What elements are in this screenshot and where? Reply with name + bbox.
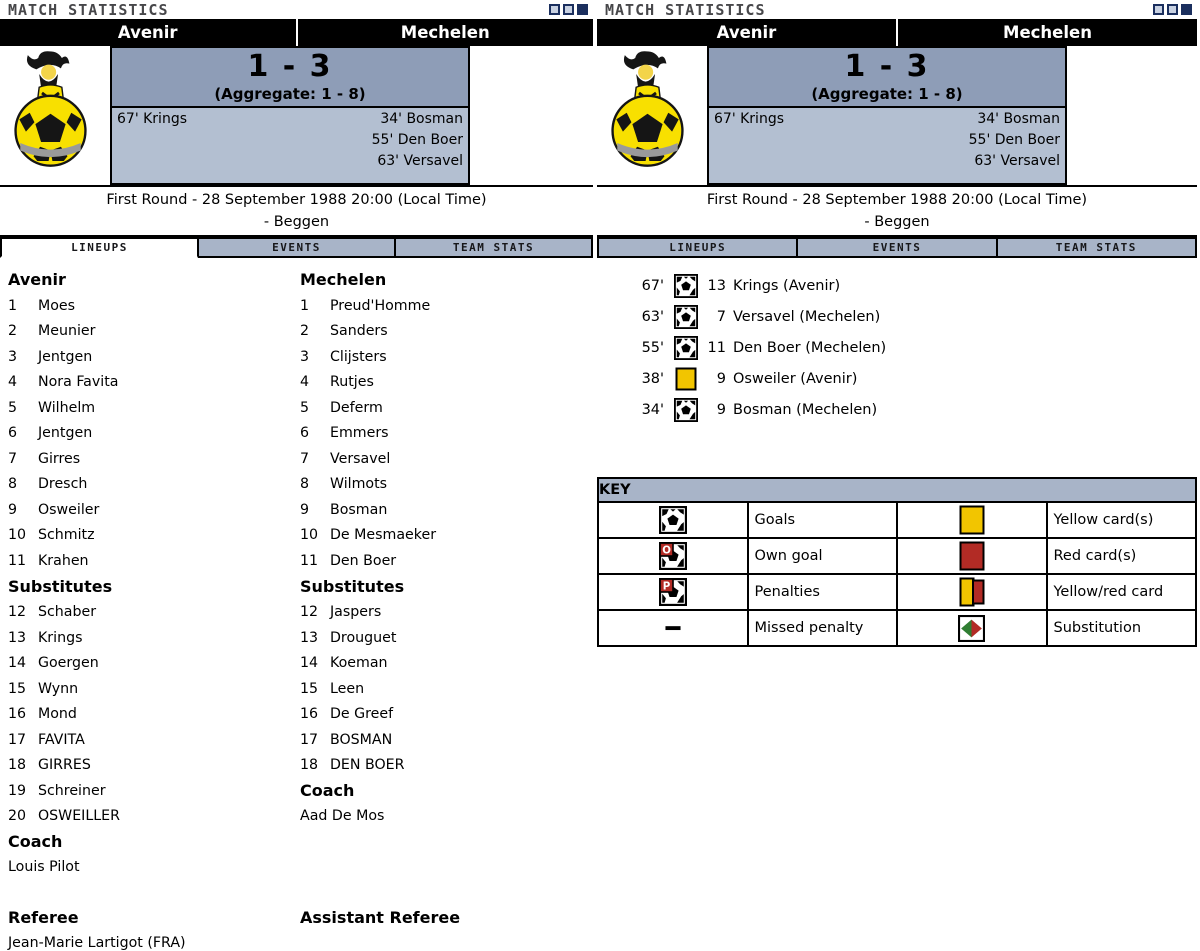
player-number: 9 <box>8 501 18 518</box>
player-number: 15 <box>8 680 27 697</box>
event-row <box>597 363 1197 394</box>
penalty-icon <box>598 574 748 610</box>
match-info <box>597 187 1197 237</box>
event-row <box>597 394 1197 425</box>
home-coach-name: Louis Pilot <box>8 859 80 875</box>
home-starters-list <box>8 293 300 574</box>
player-row <box>8 702 300 728</box>
player-number: 11 <box>8 552 27 569</box>
yellow-card-icon <box>897 502 1047 538</box>
player-number: 4 <box>300 374 310 391</box>
key-label: Goals <box>748 502 898 538</box>
home-team-name: Avenir <box>716 23 777 42</box>
player-name: Sanders <box>330 323 388 340</box>
player-number: 16 <box>8 706 27 723</box>
player-name: BOSMAN <box>330 731 393 748</box>
player-name: Girres <box>38 450 81 467</box>
player-name: Krahen <box>38 552 89 569</box>
player-name: Jaspers <box>330 604 382 621</box>
event-minute: 38' <box>641 370 664 387</box>
player-number: 12 <box>300 604 319 621</box>
event-row <box>597 301 1197 332</box>
home-team-name: Avenir <box>117 23 178 42</box>
player-row <box>8 778 300 804</box>
square-icon <box>1153 4 1164 15</box>
player-row <box>8 804 300 830</box>
player-row <box>8 370 300 396</box>
tab-bar <box>597 237 1197 258</box>
event-player-number: 11 <box>707 339 726 356</box>
tab-team-stats[interactable]: TEAM STATS <box>395 237 593 258</box>
player-row <box>300 625 593 651</box>
player-name: Osweiler <box>38 501 100 518</box>
player-number: 18 <box>300 757 319 774</box>
key-label: Red card(s) <box>1047 538 1197 574</box>
home-scorers: 67' Krings <box>714 111 784 127</box>
event-minute: 34' <box>641 401 664 418</box>
score-box <box>707 46 1067 185</box>
svg-text:P: P <box>662 581 671 593</box>
player-number: 2 <box>300 323 310 340</box>
player-number: 1 <box>300 297 310 314</box>
event-minute: 55' <box>641 339 664 356</box>
player-name: Drouguet <box>330 629 397 646</box>
away-coach-heading: Coach <box>300 781 355 800</box>
venue-line: - Beggen <box>864 214 930 230</box>
goal-icon <box>673 335 698 360</box>
lineups-content <box>0 258 593 951</box>
event-player-name: Den Boer (Mechelen) <box>733 339 887 356</box>
player-name: Schreiner <box>38 782 106 799</box>
player-number: 7 <box>8 450 18 467</box>
match-panel-events <box>597 0 1197 951</box>
scorers-box <box>709 108 1065 183</box>
page-title: MATCH STATISTICS <box>8 0 169 19</box>
away-scorer: 55' Den Boer <box>371 132 463 148</box>
score-section <box>0 46 593 187</box>
title-bar <box>597 0 1197 19</box>
player-number: 15 <box>300 680 319 697</box>
home-scorers: 67' Krings <box>117 111 187 127</box>
home-team-heading: Avenir <box>8 270 66 289</box>
player-number: 9 <box>300 501 310 518</box>
aggregate-score: (Aggregate: 1 - 8) <box>214 85 366 103</box>
goal-icon <box>673 273 698 298</box>
player-row <box>300 600 593 626</box>
player-number: 3 <box>300 348 310 365</box>
missed-penalty-icon <box>598 610 748 646</box>
player-name: Wilmots <box>330 476 388 493</box>
player-number: 8 <box>300 476 310 493</box>
player-name: Nora Favita <box>38 374 119 391</box>
round-date-line: First Round - 28 September 1988 20:00 (Local Time) <box>706 192 1088 208</box>
page-title: MATCH STATISTICS <box>605 0 766 19</box>
away-scorers <box>969 109 1060 182</box>
yellow-red-card-icon <box>897 574 1047 610</box>
player-name: Wynn <box>38 680 79 697</box>
player-name: Leen <box>330 680 365 697</box>
red-card-icon <box>897 538 1047 574</box>
key-label: Missed penalty <box>748 610 898 646</box>
player-row <box>300 497 593 523</box>
player-row <box>8 727 300 753</box>
player-number: 14 <box>8 655 27 672</box>
player-row <box>8 319 300 345</box>
tab-lineups[interactable]: LINEUPS <box>597 237 797 258</box>
player-name: Koeman <box>330 655 388 672</box>
player-row <box>300 472 593 498</box>
goal-icon <box>598 502 748 538</box>
away-subs-heading: Substitutes <box>300 576 405 596</box>
key-row <box>598 538 1196 574</box>
player-row <box>8 446 300 472</box>
player-number: 12 <box>8 604 27 621</box>
player-number: 14 <box>300 655 319 672</box>
player-row <box>300 370 593 396</box>
player-name: OSWEILLER <box>38 808 120 825</box>
player-row <box>300 702 593 728</box>
player-number: 5 <box>8 399 18 416</box>
event-player-number: 9 <box>716 370 726 387</box>
player-name: Wilhelm <box>38 399 96 416</box>
player-number: 1 <box>8 297 18 314</box>
player-name: De Greef <box>330 706 394 723</box>
player-number: 17 <box>300 731 319 748</box>
score: 1 - 3 <box>844 49 930 84</box>
score-top <box>709 48 1065 108</box>
player-number: 8 <box>8 476 18 493</box>
player-row <box>8 344 300 370</box>
player-name: Jentgen <box>38 425 93 442</box>
home-subs-heading: Substitutes <box>8 576 113 596</box>
square-icon <box>1167 4 1178 15</box>
player-name: Mond <box>38 706 77 723</box>
player-number: 17 <box>8 731 27 748</box>
away-scorer: 55' Den Boer <box>968 132 1060 148</box>
tab-team-stats[interactable]: TEAM STATS <box>997 237 1197 258</box>
away-scorers <box>372 109 463 182</box>
event-player-name: Osweiler (Avenir) <box>733 370 858 387</box>
tab-events[interactable]: EVENTS <box>797 237 996 258</box>
player-row <box>8 625 300 651</box>
player-row <box>8 523 300 549</box>
player-row <box>300 395 593 421</box>
event-player-number: 9 <box>716 401 726 418</box>
event-player-name: Versavel (Mechelen) <box>733 308 881 325</box>
club-crest-jester-logo <box>605 49 690 169</box>
tab-bar <box>0 237 593 258</box>
away-scorer: 63' Versavel <box>974 153 1060 169</box>
player-name: Moes <box>38 297 76 314</box>
player-number: 11 <box>300 552 319 569</box>
player-number: 7 <box>300 450 310 467</box>
club-crest-jester-logo <box>8 49 93 169</box>
player-name: De Mesmaeker <box>330 527 437 544</box>
player-number: 18 <box>8 757 27 774</box>
player-row <box>8 472 300 498</box>
square-icon <box>563 4 574 15</box>
player-name: Schaber <box>38 604 97 621</box>
player-row <box>300 727 593 753</box>
player-name: Clijsters <box>330 348 387 365</box>
key-label: Yellow/red card <box>1047 574 1197 610</box>
player-name: Rutjes <box>330 374 374 391</box>
player-row <box>8 421 300 447</box>
player-number: 19 <box>8 782 27 799</box>
home-subs-list <box>8 600 300 830</box>
referee-heading: Referee <box>8 907 79 927</box>
score-section <box>597 46 1197 187</box>
svg-text:O: O <box>661 545 671 557</box>
player-row <box>8 395 300 421</box>
key-label: Own goal <box>748 538 898 574</box>
player-name: Krings <box>38 629 83 646</box>
player-name: Bosman <box>330 501 388 518</box>
event-player-name: Krings (Avenir) <box>733 277 841 294</box>
round-date-line: First Round - 28 September 1988 20:00 (Local Time) <box>106 192 487 208</box>
player-row <box>300 676 593 702</box>
window-squares <box>549 4 588 15</box>
player-row <box>300 446 593 472</box>
away-scorer: 34' Bosman <box>380 111 463 127</box>
away-lineup-column <box>300 267 593 881</box>
player-number: 5 <box>300 399 310 416</box>
player-name: GIRRES <box>38 757 91 774</box>
player-name: Goergen <box>38 655 99 672</box>
player-name: Preud'Homme <box>330 297 431 314</box>
player-row <box>8 600 300 626</box>
score-box <box>110 46 470 185</box>
score-top <box>112 48 468 108</box>
player-row <box>8 293 300 319</box>
venue-line: - Beggen <box>263 214 330 230</box>
window-squares <box>1153 4 1192 15</box>
player-number: 20 <box>8 808 27 825</box>
scorers-box <box>112 108 468 183</box>
player-number: 3 <box>8 348 18 365</box>
away-team-heading: Mechelen <box>300 270 387 289</box>
event-player-name: Bosman (Mechelen) <box>733 401 878 418</box>
player-row <box>8 651 300 677</box>
assistant-referee-heading: Assistant Referee <box>300 907 461 927</box>
away-subs-list <box>300 600 593 779</box>
event-minute: 67' <box>641 277 664 294</box>
event-player-number: 13 <box>707 277 726 294</box>
away-team-name: Mechelen <box>296 19 594 46</box>
referee-block <box>8 905 300 951</box>
player-name: Dresch <box>38 476 88 493</box>
substitution-icon <box>897 610 1047 646</box>
key-label: Yellow card(s) <box>1047 502 1197 538</box>
player-name: Emmers <box>330 425 389 442</box>
key-legend-table <box>597 477 1197 647</box>
player-number: 13 <box>300 629 319 646</box>
player-number: 13 <box>8 629 27 646</box>
team-bar <box>597 19 1197 46</box>
player-name: DEN BOER <box>330 757 405 774</box>
player-number: 10 <box>8 527 27 544</box>
player-row <box>300 293 593 319</box>
goal-icon <box>673 304 698 329</box>
match-info <box>0 187 593 237</box>
player-row <box>8 548 300 574</box>
own-goal-icon <box>598 538 748 574</box>
tab-lineups[interactable]: LINEUPS <box>0 237 198 258</box>
player-name: Den Boer <box>330 552 397 569</box>
player-row <box>8 676 300 702</box>
key-heading: KEY <box>598 478 1196 502</box>
event-player-number: 7 <box>716 308 726 325</box>
player-row <box>8 753 300 779</box>
player-name: Deferm <box>330 399 383 416</box>
home-lineup-column <box>8 267 300 881</box>
player-row <box>300 344 593 370</box>
key-row <box>598 502 1196 538</box>
event-minute: 63' <box>641 308 664 325</box>
player-row <box>300 651 593 677</box>
player-name: FAVITA <box>38 731 85 748</box>
player-name: Jentgen <box>38 348 93 365</box>
player-number: 6 <box>8 425 18 442</box>
referee-name: Jean-Marie Lartigot (FRA) <box>8 934 186 951</box>
player-name: Meunier <box>38 323 96 340</box>
event-row <box>597 332 1197 363</box>
away-coach-name: Aad De Mos <box>300 808 385 824</box>
events-list <box>597 258 1197 425</box>
player-row <box>300 753 593 779</box>
away-scorer: 34' Bosman <box>977 111 1060 127</box>
home-coach-heading: Coach <box>8 832 63 851</box>
team-bar <box>0 19 593 46</box>
away-starters-list <box>300 293 593 574</box>
player-number: 6 <box>300 425 310 442</box>
player-row <box>300 523 593 549</box>
match-panel-lineups <box>0 0 593 951</box>
key-label: Substitution <box>1047 610 1197 646</box>
player-row <box>300 319 593 345</box>
player-number: 4 <box>8 374 18 391</box>
assistant-referee-block <box>300 905 460 951</box>
key-row <box>598 574 1196 610</box>
aggregate-score: (Aggregate: 1 - 8) <box>811 85 963 103</box>
away-team-name: Mechelen <box>896 19 1197 46</box>
title-bar <box>0 0 593 19</box>
square-filled-icon <box>577 4 588 15</box>
square-filled-icon <box>1181 4 1192 15</box>
player-number: 2 <box>8 323 18 340</box>
square-icon <box>549 4 560 15</box>
player-name: Versavel <box>330 450 391 467</box>
player-number: 16 <box>300 706 319 723</box>
key-row <box>598 610 1196 646</box>
player-row <box>8 497 300 523</box>
away-scorer: 63' Versavel <box>377 153 463 169</box>
score: 1 - 3 <box>247 49 333 84</box>
player-row <box>300 421 593 447</box>
goal-icon <box>673 397 698 422</box>
yellow-card-icon <box>673 366 698 391</box>
player-number: 10 <box>300 527 319 544</box>
player-row <box>300 548 593 574</box>
key-label: Penalties <box>748 574 898 610</box>
player-name: Schmitz <box>38 527 95 544</box>
tab-events[interactable]: EVENTS <box>198 237 395 258</box>
officials-row <box>8 905 593 951</box>
event-row <box>597 270 1197 301</box>
